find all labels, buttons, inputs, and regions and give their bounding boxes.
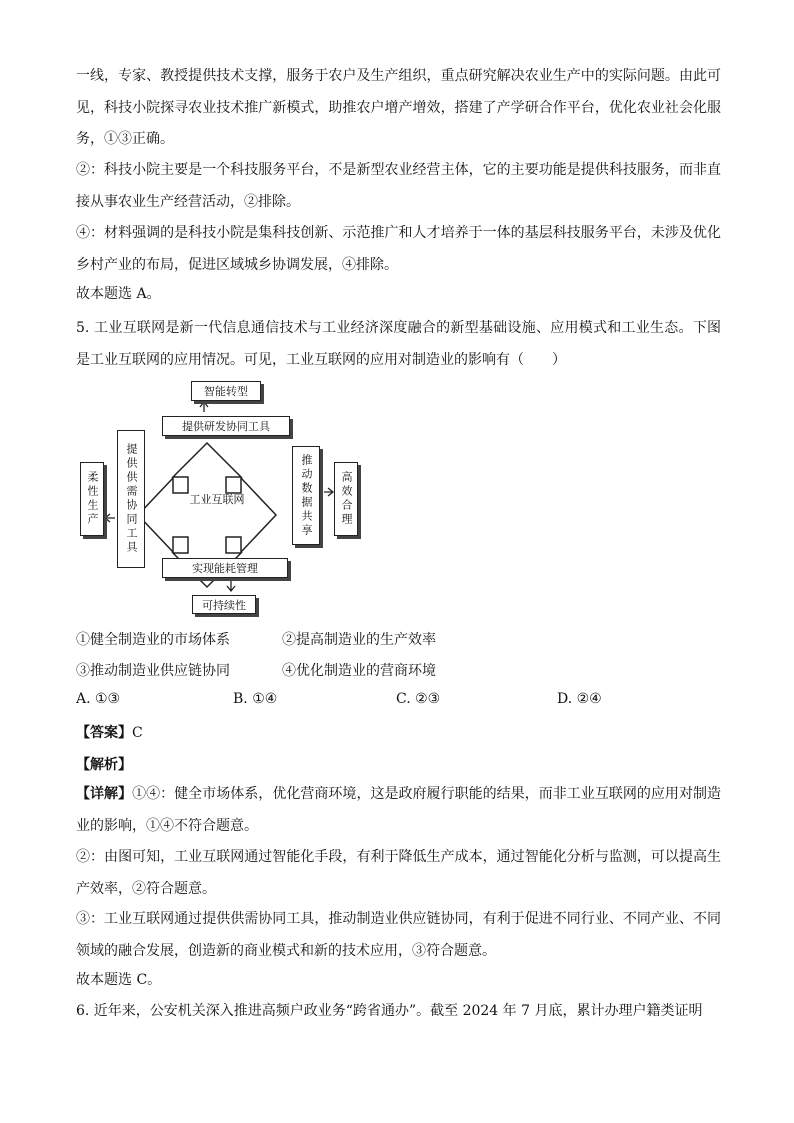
center-label: 工业互联网 (189, 493, 245, 506)
box-intelligent-transformation: 智能转型 (191, 381, 261, 401)
question-6-stem: 6. 近年来，公安机关深入推进高频户政业务“跨省通办”。截至 2024 年 7 月底，累计办理户籍类证明 (76, 1003, 703, 1019)
option-d: D. ②④ (557, 691, 602, 707)
paragraph-explanation-1: 一线，专家、教授提供技术支撑，服务于农户及生产组织，重点研究解决农业生产中的实际问题。由此可见，科技小院探寻农业技术推广新模式，助推农户增产增效，搭建了产学研合作平台，优化农业社会化服务，①③正确。 (76, 68, 721, 147)
answer-value: C (132, 725, 143, 741)
detail-paragraph-1 (76, 779, 721, 842)
answer-tag: 【答案】 (76, 725, 132, 741)
question-5-stem: 5. 工业互联网是新一代信息通信技术与工业经济深度融合的新型基础设施、应用模式和工业生态。下图是工业互联网的应用情况。可见，工业互联网的应用对制造业的影响有（ ） (76, 320, 721, 368)
choice-3: ③推动制造业供应链协同 (76, 663, 230, 679)
up-arrow-icon (200, 402, 208, 412)
detail-paragraph-2: ②：由图可知，工业互联网通过智能化手段，有利于降低生产成本，通过智能化分析与监测，可以提高生产效率，②符合题意。 (76, 849, 721, 897)
box-flexible-production: 柔性生产 (80, 462, 104, 536)
industrial-internet-diagram (76, 375, 376, 620)
down-arrow-icon (227, 581, 235, 591)
box-rd-collaboration-tools: 提供研发协同工具 (162, 416, 290, 436)
box-efficient-rational: 高效合理 (334, 462, 358, 536)
box-sustainability: 可持续性 (192, 595, 256, 614)
box-supply-demand-tools: 提供供需协同工具 (117, 430, 145, 568)
choice-2: ②提高制造业的生产效率 (282, 632, 436, 648)
paragraph-explanation-2: ②：科技小院主要是一个科技服务平台，不是新型农业经营主体，它的主要功能是提供科技服务，而非直接从事农业生产经营活动，②排除。 (76, 162, 721, 210)
detail-1-text: ①④：健全市场体系，优化营商环境，这是政府履行职能的结果，而非工业互联网的应用对制造业的影响，①④不符合题意。 (76, 786, 722, 834)
analysis-tag: 【解析】 (76, 757, 132, 773)
choice-1: ①健全制造业的市场体系 (76, 632, 230, 648)
answer-row (76, 722, 143, 742)
box-data-sharing: 推动数据共享 (292, 446, 320, 545)
paragraph-explanation-3: ④：材料强调的是科技小院是集科技创新、示范推广和人才培养于一体的基层科技服务平台，未涉及优化乡村产业的布局，促进区域城乡协调发展，④排除。 (76, 225, 721, 273)
option-b: B. ①④ (233, 691, 278, 707)
answer-conclusion-4: 故本题选 A。 (76, 286, 161, 302)
answer-conclusion-5: 故本题选 C。 (76, 972, 162, 988)
choice-4: ④优化制造业的营商环境 (282, 663, 436, 679)
detail-tag: 【详解】 (76, 786, 133, 802)
detail-paragraph-3: ③：工业互联网通过提供供需协同工具，推动制造业供应链协同，有利于促进不同行业、不同产业、不同领域的融合发展，创造新的商业模式和新的技术应用，③符合题意。 (76, 911, 721, 959)
box-energy-management: 实现能耗管理 (162, 558, 288, 578)
option-c: C. ②③ (396, 691, 441, 707)
right-arrow-icon (324, 488, 333, 496)
option-a: A. ①③ (76, 691, 121, 707)
left-arrow-icon (105, 514, 115, 522)
